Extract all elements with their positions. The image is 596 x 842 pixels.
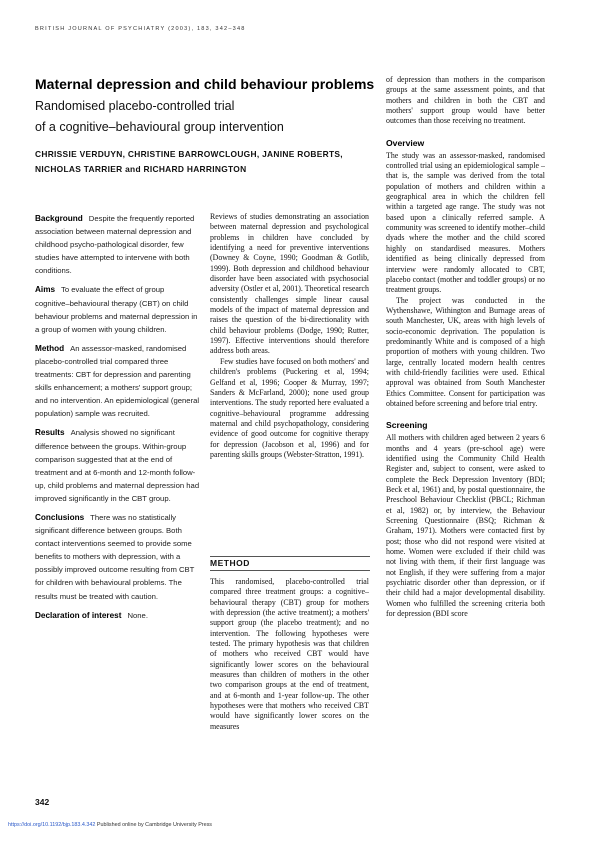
journal-header: BRITISH JOURNAL OF PSYCHIATRY (2003), 183, 342–348 (35, 26, 246, 32)
footer (8, 822, 212, 828)
abstract-results (35, 426, 200, 505)
abstract-label: Aims (35, 285, 56, 295)
abstract-text: There was no statistically significant difference between groups. Both contact interventions seemed to provide some benefits to mothers with depression, with a possibly improved outcome resulting from CBT for children with behavioural problems. The results must be treated with caution. (35, 512, 195, 601)
article-subtitle-line-1: Randomised placebo-controlled trial (35, 99, 235, 113)
overview-paragraph-2: The project was conducted in the Wythenshawe, Withington and Burnage areas of south Manchester, UK, areas with high levels of socio-economic deprivation. The population is predominantly White and is composed of a high proportion of mothers with young children. Two large, centrally located modern health centres with child-friendly facilities were used. Ethical approval was obtained from South Manchester Ethics Committee. Consent for participation was obtained before screening and before trial entry. (386, 295, 545, 408)
screening-paragraph-1: All mothers with children aged between 2 years 6 months and 4 years (pre-school age) were identified using the Community Child Health Register and, subject to consent, were asked to complete the Beck Depression Inventory (BDI; Beck et al, 1961) and, by postal questionnaire, the Preschool Behaviour Checklist (PBCL; Richman et al, 1982) or, by interview, the Behaviour Screening Questionnaire (BSQ; Richman & Graham, 1971). Mothers were contacted first by post; those who did not respond were visited at home. Women were excluded if their child was not living with them, if their first language was not English, if they were suffering from a major psychiatric disorder other than depression, or if their child had a major developmental disability. Women who fulfilled the screening criteria both for depression (BDI score (386, 433, 545, 619)
abstract-label: Background (35, 214, 83, 223)
intro-paragraph-2: Few studies have focused on both mothers' and children's problems (Puckering et al, 1994; Gelfand et al, 1996; Cooper & Murray, 1997; Sanders & McFarland, 2000); none used group interventions. The study reported here evaluated a cognitive–behavioural programme addressing maternal and child psychopathology, considering evidence of good outcome for cognitive therapy for depression (Jacobson et al, 1996) and for parenting skills groups (Webster-Stratton, 1991). (210, 356, 369, 459)
body-column-3 (386, 75, 545, 620)
abstract-label: Method (35, 343, 65, 353)
abstract-background (35, 212, 200, 277)
abstract-declaration (35, 609, 200, 622)
page-number: 342 (35, 797, 50, 807)
author-list (35, 147, 375, 177)
published-note: Published online by Cambridge University Press (96, 822, 212, 828)
abstract-method (35, 342, 200, 421)
method-paragraph-1: This randomised, placebo-controlled trial compared three treatment groups: a cognitive–behavioural therapy (CBT) group for mothers with depression (the active treatment); a mothers' support group (the placebo treatment); and no intervention. The following hypotheses were tested. The primary hypothesis was that children of mothers who received CBT would have significantly lower scores on the behavioural measures than children of mothers in the other two comparison groups at the end of treatment, and at 6-month and 1-year follow-up. The other hypotheses were that mothers who received CBT would have significantly lower scores on the measures (210, 577, 369, 731)
abstract-text: None. (127, 610, 148, 620)
abstract-text: To evaluate the effect of group cognitive–behavioural therapy (CBT) on child behaviour problems and maternal depression in a group of women with young children. (35, 285, 198, 334)
continued-paragraph: of depression than mothers in the comparison groups at the same assessment points, and that mothers and children in both the CBT and mothers' support group would have better outcomes than those receiving no treatment. (386, 75, 545, 126)
article-subtitle-line-2: of a cognitive–behavioural group intervention (35, 120, 284, 134)
abstract-label: Conclusions (35, 512, 85, 522)
body-column-2-method (210, 577, 369, 732)
abstract-label: Results (35, 428, 65, 438)
method-heading: METHOD (210, 556, 370, 571)
body-column-2-intro (210, 212, 369, 460)
abstract-text: Despite the frequently reported association between maternal depression and childhood psycho-pathological disorder, few studies have attempted to intervene with both conditions. (35, 214, 195, 276)
overview-heading: Overview (386, 137, 425, 148)
doi-link[interactable]: https://doi.org/10.1192/bjp.183.4.342 (8, 822, 96, 828)
article-title: Maternal depression and child behaviour problems (35, 76, 375, 92)
abstract (35, 212, 200, 628)
abstract-text: An assessor-masked, randomised placebo-controlled trial compared three treatments: CBT for depression and parenting skills enhancement; a mothers' support group; and no intervention. An epidemiological (general population) sample was recruited. (35, 343, 200, 419)
overview-paragraph-1: The study was an assessor-masked, randomised controlled trial using an epidemiological sample – that is, the sample was derived from the total population of mothers and children within a geographical area in which the children fell within a targeted age range. The study was not based upon a clinically referred sample. A community was screened to identify mother–child dyads where the mother and the child scored highly on standardised measures. Mothers identified as being clinically depressed from interview were randomly allocated to CBT, placebo contact (mother and toddler groups) or no treatment groups. (386, 150, 545, 295)
intro-paragraph-1: Reviews of studies demonstrating an association between maternal depression and psychological problems in children have concluded by identifying a need for preventive interventions (Downey & Coyne, 1990; Goodman & Gotlib, 1999). Both depression and childhood behaviour disorder have been associated with psychosocial adversity (Ostler et al, 2001). Theoretical research consistently challenges simple linear causal models of the impact of maternal depression and raises the question of the bi-directionality with child behaviour problems (Dodge, 1990; Rutter, 1997). Effective interventions should therefore address both areas. (210, 212, 369, 356)
abstract-label: Declaration of interest (35, 610, 122, 620)
author-line-1: CHRISSIE VERDUYN, CHRISTINE BARROWCLOUGH, JANINE ROBERTS, (35, 149, 343, 159)
abstract-text: Analysis showed no significant difference between the groups. Within-group comparison suggested that at the end of treatment and at 6-month and 12-month follow-up, child problems and maternal depression had improved significantly in the CBT group. (35, 428, 200, 503)
abstract-conclusions (35, 511, 200, 603)
abstract-aims (35, 283, 200, 335)
screening-heading: Screening (386, 420, 428, 431)
author-line-2: NICHOLAS TARRIER and RICHARD HARRINGTON (35, 164, 247, 174)
